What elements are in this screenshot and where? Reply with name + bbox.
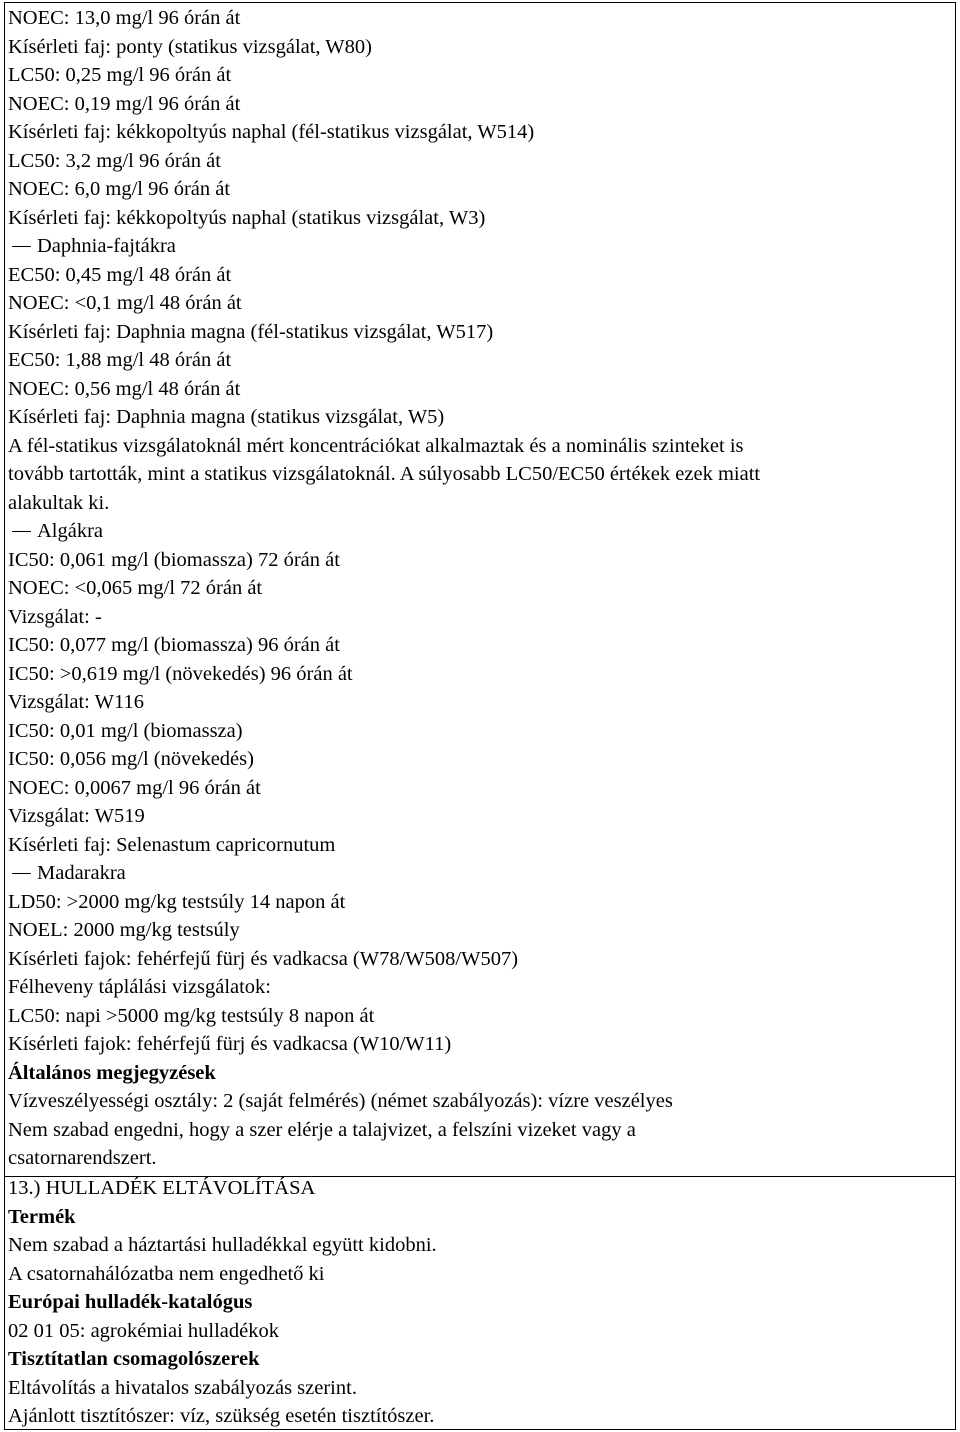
text-line: IC50: 0,01 mg/l (biomassza)	[8, 720, 243, 742]
text-line: LD50: >2000 mg/kg testsúly 14 napon át	[8, 891, 346, 913]
text-line: NOEC: 0,56 mg/l 48 órán át	[8, 378, 241, 400]
text-line: Kísérleti faj: ponty (statikus vizsgálat, W80)	[8, 36, 372, 58]
text-line: NOEC: 0,19 mg/l 96 órán át	[8, 93, 241, 115]
text-line: EC50: 1,88 mg/l 48 órán át	[8, 349, 232, 371]
text-line: Kísérleti fajok: fehérfejű fürj és vadkacsa (W78/W508/W507)	[8, 948, 519, 970]
text-line: NOEC: 0,0067 mg/l 96 órán át	[8, 777, 261, 799]
section-13-title: 13.) HULLADÉK ELTÁVOLÍTÁSA	[8, 1177, 316, 1199]
product-heading: Termék	[8, 1206, 76, 1228]
general-remarks-heading: Általános megjegyzések	[8, 1062, 216, 1084]
text-line: IC50: 0,061 mg/l (biomassza) 72 órán át	[8, 549, 340, 571]
text-line: Kísérleti faj: Selenastum capricornutum	[8, 834, 336, 856]
text-line: IC50: >0,619 mg/l (növekedés) 96 órán át	[8, 663, 353, 685]
text-line: EC50: 0,45 mg/l 48 órán át	[8, 264, 232, 286]
dash-mark	[12, 873, 31, 874]
text-line: Vízveszélyességi osztály: 2 (saját felmérés) (német szabályozás): vízre veszélyes	[8, 1090, 673, 1112]
dash-mark	[12, 531, 31, 532]
text-line: Vizsgálat: W116	[8, 691, 144, 713]
text-line: Ajánlott tisztítószer: víz, szükség esetén tisztítószer.	[8, 1405, 435, 1427]
text-line: A csatornahálózatba nem engedhető ki	[8, 1263, 325, 1285]
text-line: Eltávolítás a hivatalos szabályozás szerint.	[8, 1377, 357, 1399]
text-line: LC50: 3,2 mg/l 96 órán át	[8, 150, 221, 172]
text-line: NOEC: 13,0 mg/l 96 órán át	[8, 7, 241, 29]
subheading-text: Algákra	[37, 520, 104, 542]
text-line: 02 01 05: agrokémiai hulladékok	[8, 1320, 279, 1342]
text-line: tovább tartották, mint a statikus vizsgálatoknál. A súlyosabb LC50/EC50 értékek ezek miatt	[8, 463, 761, 485]
text-line: alakultak ki.	[8, 492, 110, 514]
text-line: A fél-statikus vizsgálatoknál mért koncentrációkat alkalmaztak és a nominális szinteket is	[8, 435, 744, 457]
subheading-daphnia	[12, 232, 176, 260]
text-line: Kísérleti fajok: fehérfejű fürj és vadkacsa (W10/W11)	[8, 1033, 452, 1055]
subheading-algae	[12, 517, 103, 545]
text-line: Kísérleti faj: kékkopoltyús naphal (fél-statikus vizsgálat, W514)	[8, 121, 535, 143]
packaging-heading: Tisztítatlan csomagolószerek	[8, 1348, 260, 1370]
text-line: IC50: 0,056 mg/l (növekedés)	[8, 748, 254, 770]
text-line: Nem szabad engedni, hogy a szer elérje a talajvizet, a felszíni vizeket vagy a	[8, 1119, 636, 1141]
subheading-text: Daphnia-fajtákra	[37, 235, 176, 257]
text-line: LC50: 0,25 mg/l 96 órán át	[8, 64, 232, 86]
subheading-birds	[12, 859, 126, 887]
text-line: NOEC: <0,1 mg/l 48 órán át	[8, 292, 242, 314]
dash-mark	[12, 246, 31, 247]
text-line: Vizsgálat: -	[8, 606, 102, 628]
subheading-text: Madarakra	[37, 862, 126, 884]
text-line: Kísérleti faj: kékkopoltyús naphal (statikus vizsgálat, W3)	[8, 207, 486, 229]
text-line: IC50: 0,077 mg/l (biomassza) 96 órán át	[8, 634, 340, 656]
text-line: Vizsgálat: W519	[8, 805, 145, 827]
text-line: Kísérleti faj: Daphnia magna (statikus vizsgálat, W5)	[8, 406, 445, 428]
text-line: NOEL: 2000 mg/kg testsúly	[8, 919, 240, 941]
text-line: Nem szabad a háztartási hulladékkal együtt kidobni.	[8, 1234, 437, 1256]
text-line: NOEC: 6,0 mg/l 96 órán át	[8, 178, 231, 200]
text-line: Félheveny táplálási vizsgálatok:	[8, 976, 272, 998]
text-line: csatornarendszert.	[8, 1147, 157, 1169]
text-line: LC50: napi >5000 mg/kg testsúly 8 napon át	[8, 1005, 375, 1027]
waste-catalogue-heading: Európai hulladék-katalógus	[8, 1291, 253, 1313]
text-line: Kísérleti faj: Daphnia magna (fél-statikus vizsgálat, W517)	[8, 321, 494, 343]
text-line: NOEC: <0,065 mg/l 72 órán át	[8, 577, 263, 599]
